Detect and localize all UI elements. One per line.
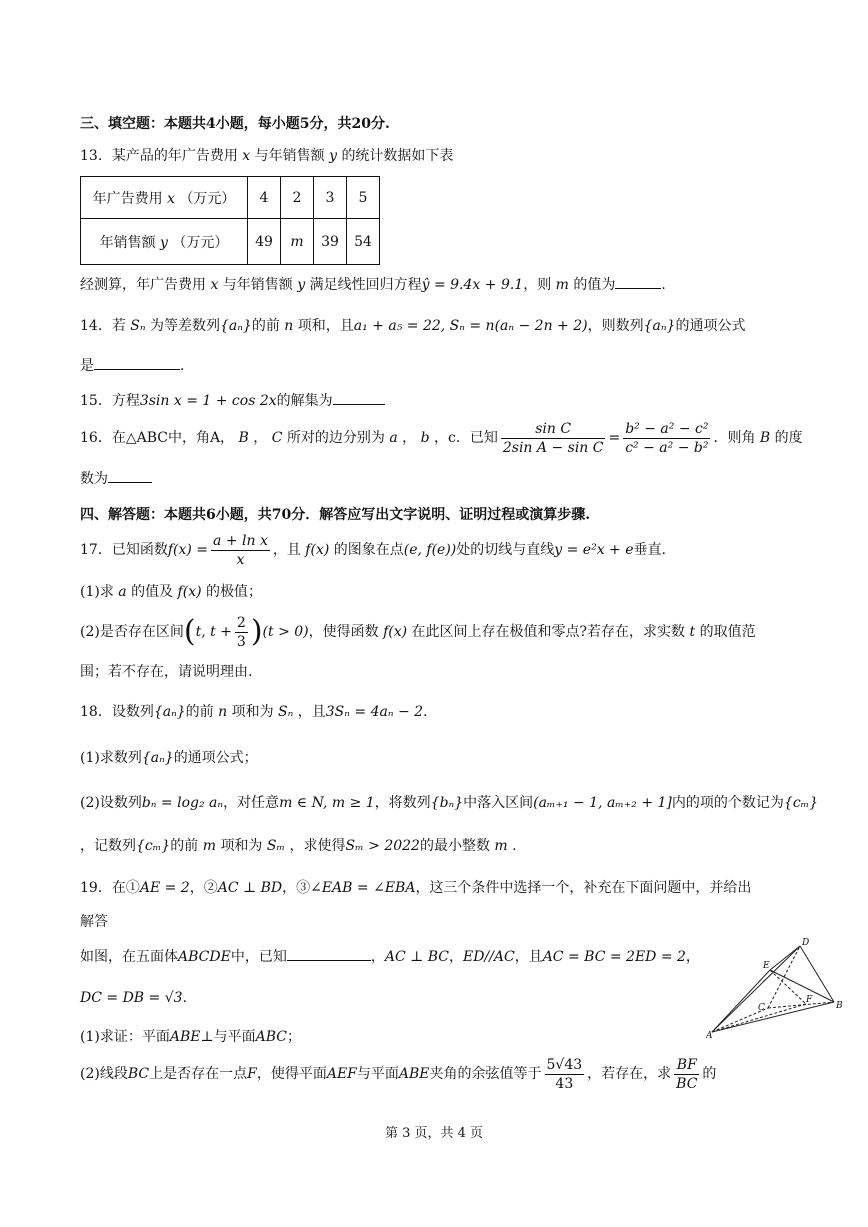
edge-ae <box>712 970 770 1032</box>
section-4-header: 四、解答题：本题共6小题，共70分．解答应写出文字说明、证明过程或演算步骤. <box>80 507 591 523</box>
answer-blank <box>333 390 385 405</box>
label-f: F <box>806 995 813 1005</box>
fraction: $\frac{BF}{BC}$ <box>676 1056 698 1092</box>
table-cell: m <box>281 219 314 265</box>
table-cell: 39 <box>314 219 347 265</box>
q19-part1: (1)求证：平面ABE⊥与平面ABC； <box>80 1029 302 1045</box>
q13-data-table <box>80 176 380 265</box>
fraction: $\frac{\text{sin C}}{\text{2sin A − sin C}}$ <box>502 420 604 456</box>
q14-line2: 是 . <box>80 355 184 376</box>
table-cell: 5 <box>347 177 380 219</box>
edge-ab <box>712 1002 834 1032</box>
q19-line3: 如图，在五面体ABCDE中，已知 ，AC ⊥ BC，ED//AC，且AC = BC = 2ED = 2， <box>80 946 700 967</box>
q17-part2-line2: 围；若不存在，请说明理由. <box>80 664 253 680</box>
q19-line1: 19．在①AE = 2，②AC ⊥ BD，③∠EAB = ∠EBA，这三个条件中选择一个，补充在下面问题中，并给出 <box>80 880 752 896</box>
label-b: B <box>836 1001 843 1011</box>
q18-part1: (1)求数列{aₙ}的通项公式； <box>80 750 258 766</box>
q19-line2: 解答 <box>80 914 108 930</box>
fraction: $\frac{2}{3}$ <box>236 614 246 650</box>
q19-line4: DC = DB = √3. <box>80 990 187 1006</box>
q17-part2: (2)是否存在区间(t, t + $\frac{2}{3}$ )(t > 0)，使得函数 f(x) 在此区间上存在极值和零点?若存在，求实数 t 的取值范 <box>80 614 756 650</box>
fraction: $\frac{\text{a + ln x}}{x}$ <box>213 532 268 568</box>
table-cell: 54 <box>347 219 380 265</box>
q16-line1: 16．在△ABC中，角A， B ， C 所对的边分别为 a ， b ，c．已知 $\frac{\text{sin C}}{\text{2sin A − sin C}}$ = $\frac{\text{b² − a² − c²}}{\text{c² − a² − b²}}$ ．则角 B 的度 <box>80 420 803 456</box>
q13-intro: 13．某产品的年广告费用 x 与年销售额 y 的统计数据如下表 <box>80 148 454 164</box>
q15-line: 15．方程3sin x = 1 + cos 2x的解集为 <box>80 390 385 411</box>
table-cell: 4 <box>248 177 281 219</box>
answer-blank <box>108 468 152 483</box>
q17-line1: 17．已知函数f(x) = $\frac{\text{a + ln x}}{x}$ ，且 f(x) 的图象在点(e, f(e))处的切线与直线y = e²x + e垂直. <box>80 532 666 568</box>
page-footer: 第 3 页，共 4 页 <box>384 1126 484 1141</box>
table-row-2-label: 年销售额 y （万元） <box>81 219 248 265</box>
answer-blank <box>287 946 371 961</box>
edge-cb-hidden <box>768 1002 834 1008</box>
q14-line1: 14．若 Sₙ 为等差数列{aₙ}的前 n 项和，且a₁ + a₅ = 22, Sₙ = n(aₙ − 2n + 2)，则数列{aₙ}的通项公式 <box>80 318 746 334</box>
edge-ed <box>770 946 800 970</box>
edge-ef-hidden <box>770 970 806 1004</box>
q18-part2: (2)设数列bₙ = log₂ aₙ，对任意m ∈ N, m ≥ 1，将数列{bₙ}中落入区间(aₘ₊₁ − 1, aₘ₊₂ + 1]内的项的个数记为{cₘ} <box>80 795 819 811</box>
q13-after: 经测算，年广告费用 x 与年销售额 y 满足线性回归方程ŷ = 9.4x + 9.1，则 m 的值为 . <box>80 274 666 295</box>
q18-line1: 18．设数列{aₙ}的前 n 项和为 Sₙ ，且3Sₙ = 4aₙ − 2. <box>80 704 428 720</box>
section-3-header: 三、填空题：本题共4小题，每小题5分，共20分. <box>80 116 390 132</box>
table-cell: 3 <box>314 177 347 219</box>
label-d: D <box>802 938 810 948</box>
answer-blank <box>94 355 180 370</box>
q17-part1: (1)求 a 的值及 f(x) 的极值； <box>80 584 262 600</box>
q19-part2: (2)线段BC上是否存在一点F，使得平面AEF与平面ABE夹角的余弦值等于 $\frac{5√43}{43}$ ，若存在，求 $\frac{BF}{BC}$ 的 <box>80 1056 717 1092</box>
table-cell: 49 <box>248 219 281 265</box>
label-c: C <box>758 1003 765 1013</box>
answer-blank <box>615 274 661 289</box>
table-cell: 2 <box>281 177 314 219</box>
label-a: A <box>706 1031 713 1040</box>
q18-part2-line2: ，记数列{cₘ}的前 m 项和为 Sₘ ，求使得Sₘ > 2022的最小整数 m . <box>80 838 517 854</box>
fraction: $\frac{\text{b² − a² − c²}}{\text{c² − a² − b²}}$ <box>625 420 709 456</box>
label-e: E <box>763 961 770 971</box>
fraction: $\frac{5√43}{43}$ <box>546 1056 583 1092</box>
pentahedron-figure <box>706 936 846 1040</box>
table-row-1-label: 年广告费用 x （万元） <box>81 177 248 219</box>
q16-line2: 数为 <box>80 468 152 489</box>
